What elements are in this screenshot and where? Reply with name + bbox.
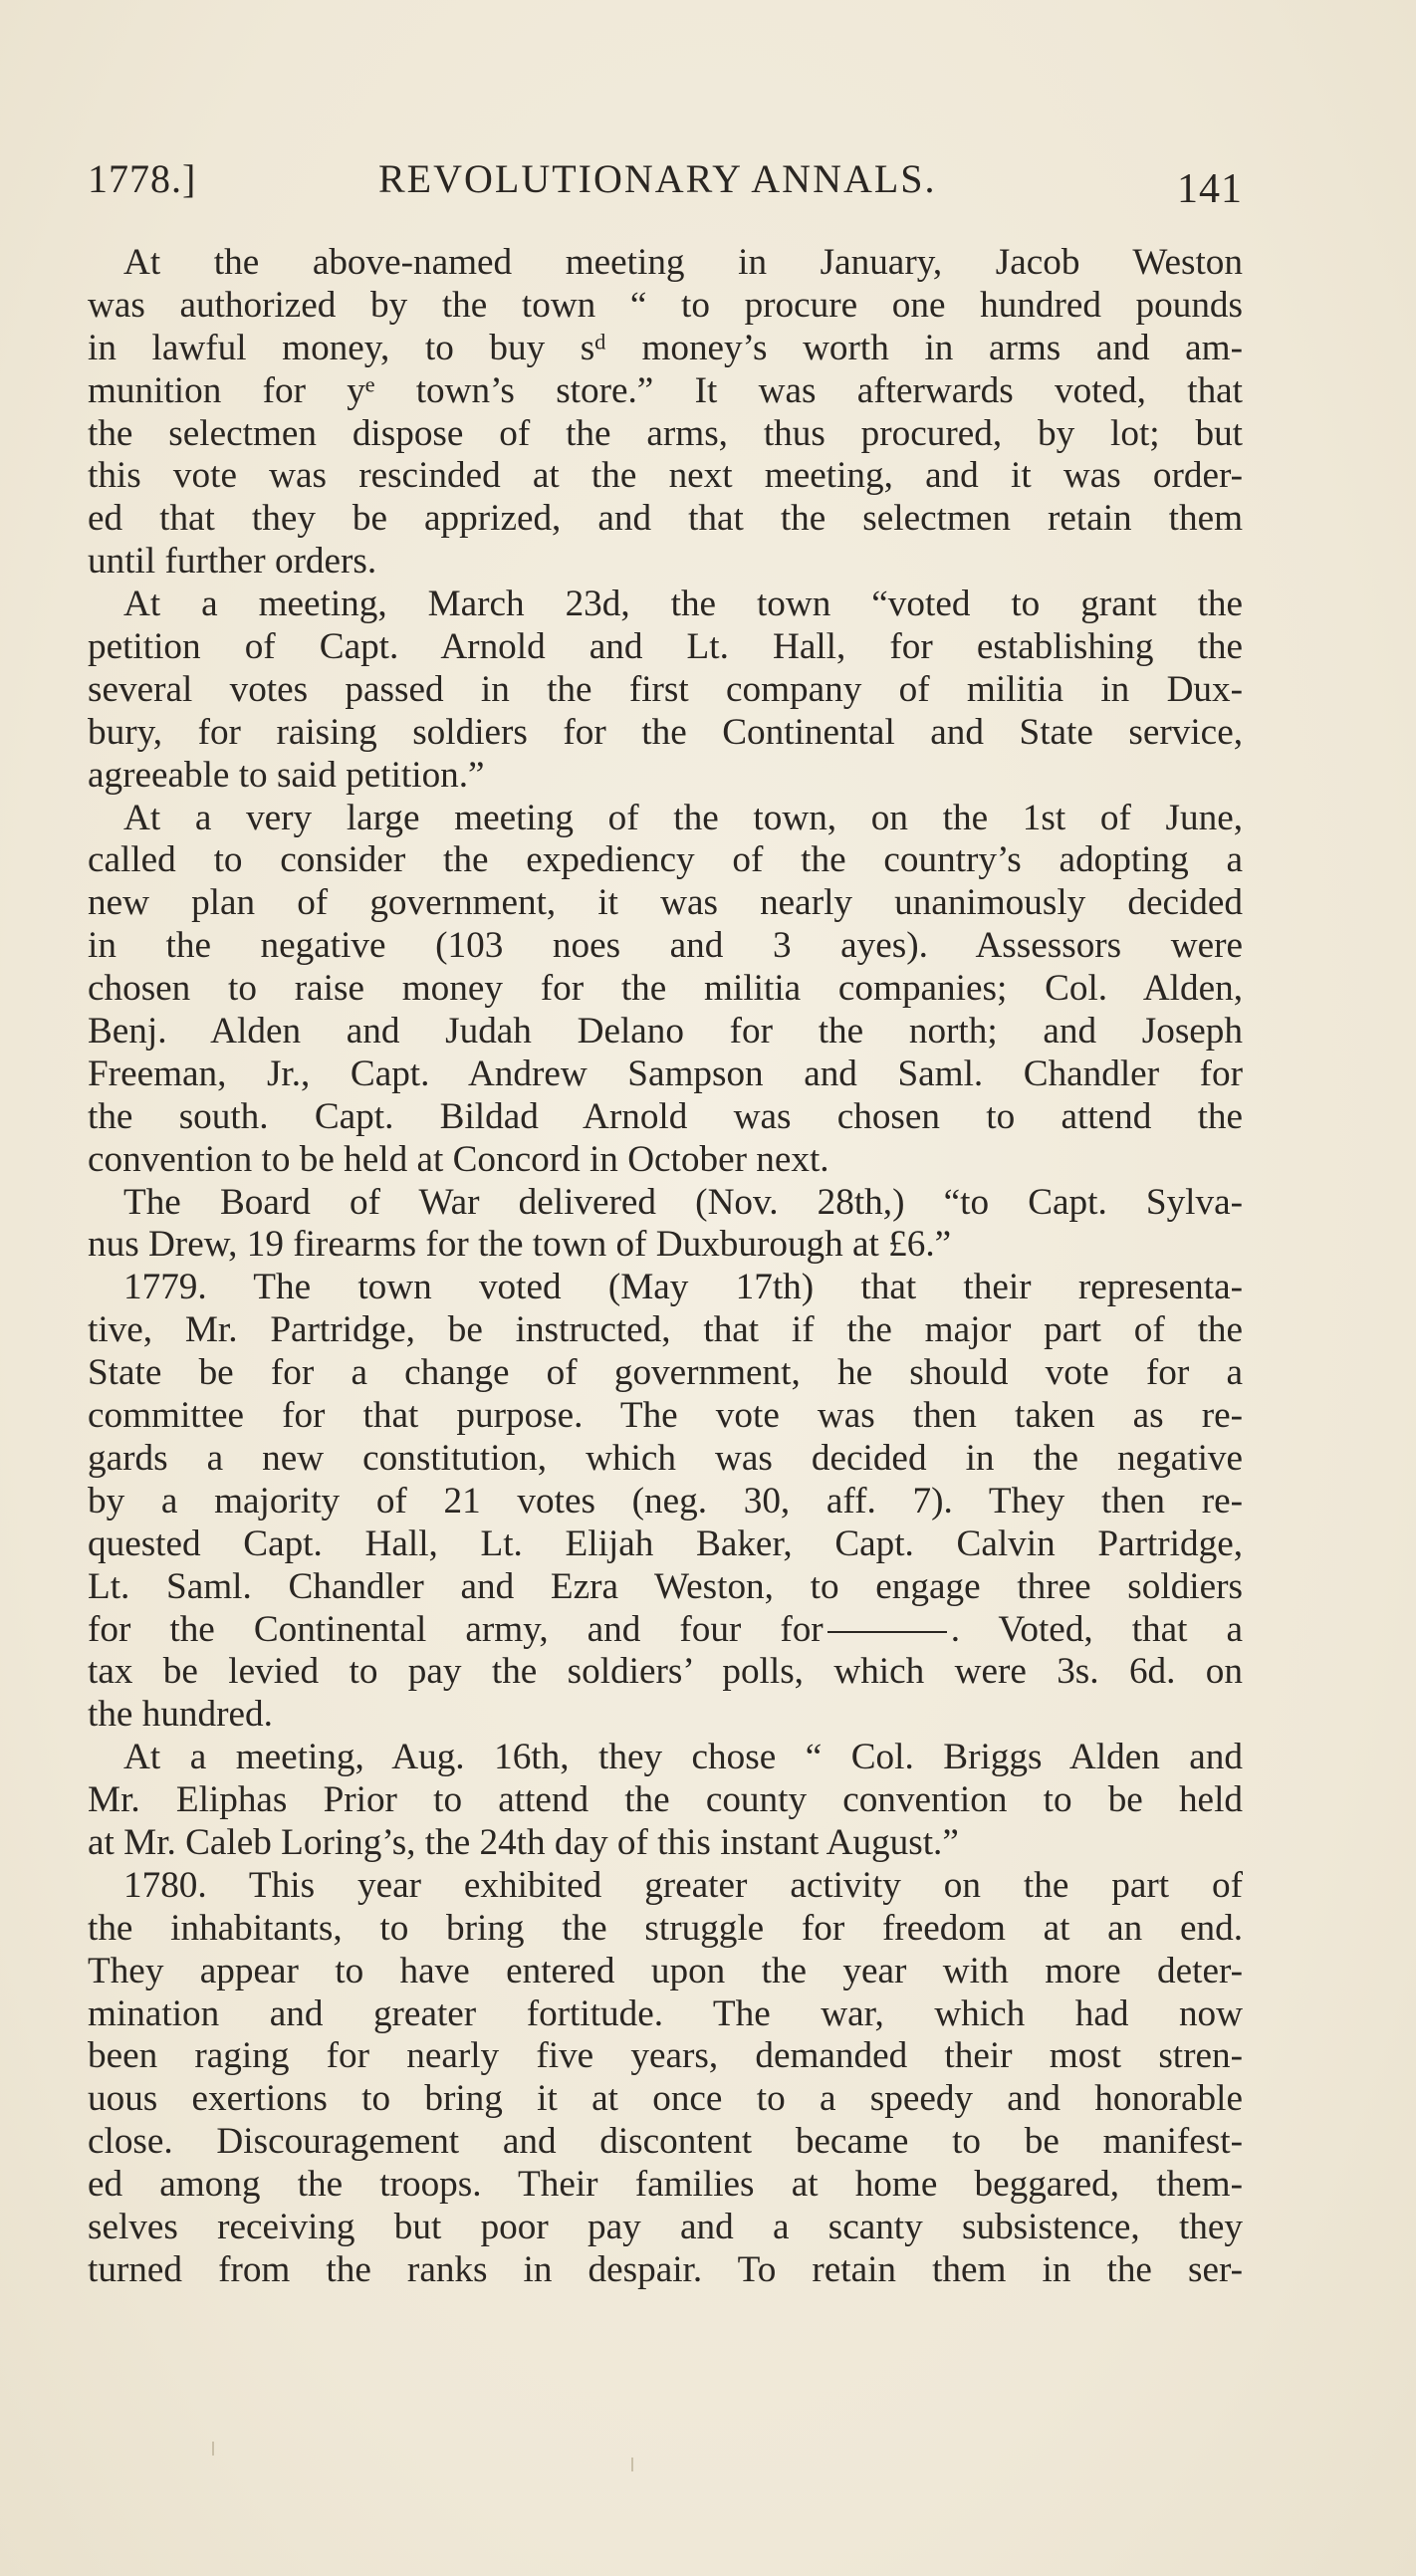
text-line: Mr. Eliphas Prior to attend the county convention to be held <box>88 1779 1243 1821</box>
text-line: At a very large meeting of the town, on the 1st of June, <box>123 797 1243 838</box>
text-line: uous exertions to bring it at once to a speedy and honorable <box>88 2078 1243 2120</box>
text-line: At the above-named meeting in January, Jacob Weston <box>123 242 1243 283</box>
text-line: at Mr. Caleb Loring’s, the 24th day of this instant August.” <box>88 1821 959 1863</box>
text-line: State be for a change of government, he should vote for a <box>88 1352 1243 1394</box>
text-line: the inhabitants, to bring the struggle for freedom at an end. <box>88 1907 1243 1949</box>
text-line: gards a new constitution, which was decided in the negative <box>88 1437 1243 1479</box>
text-line: was authorized by the town “ to procure one hundred pounds <box>88 284 1243 326</box>
text-line: At a meeting, March 23d, the town “voted to grant the <box>123 584 1243 625</box>
text-line-part: for the Continental army, and four for <box>88 1608 824 1650</box>
text-line: the south. Capt. Bildad Arnold was chosen to attend the <box>88 1095 1243 1137</box>
text-line: quested Capt. Hall, Lt. Elijah Baker, Capt. Calvin Partridge, <box>88 1522 1243 1564</box>
text-line: by a majority of 21 votes (neg. 30, aff. 7). They then re- <box>88 1480 1243 1522</box>
text-line <box>88 1609 1243 1652</box>
page-number: 141 <box>1177 166 1243 212</box>
text-line: turned from the ranks in despair. To retain them in the ser- <box>88 2248 1243 2290</box>
text-line: several votes passed in the first company of militia in Dux- <box>88 668 1243 710</box>
text-line: At a meeting, Aug. 16th, they chose “ Col. Briggs Alden and <box>123 1737 1243 1778</box>
text-line: in the negative (103 noes and 3 ayes). Assessors were <box>88 925 1243 967</box>
text-line: chosen to raise money for the militia companies; Col. Alden, <box>88 968 1243 1010</box>
blank-dash <box>827 1631 947 1633</box>
text-line: Lt. Saml. Chandler and Ezra Weston, to engage three soldiers <box>88 1565 1243 1607</box>
text-line-part: . Voted, that a <box>950 1608 1243 1650</box>
running-head-title: REVOLUTIONARY ANNALS. <box>378 156 937 201</box>
text-line: 1779. The town voted (May 17th) that their representa- <box>123 1267 1243 1308</box>
text-line: this vote was rescinded at the next meeting, and it was order- <box>88 455 1243 497</box>
text-line: mination and greater fortitude. The war, which had now <box>88 1992 1243 2034</box>
text-line: ed that they be apprized, and that the selectmen retain them <box>88 498 1243 540</box>
text-line: the selectmen dispose of the arms, thus procured, by lot; but <box>88 412 1243 454</box>
text-line: tive, Mr. Partridge, be instructed, that if the major part of the <box>88 1309 1243 1351</box>
text-line: tax be levied to pay the soldiers’ polls, which were 3s. 6d. on <box>88 1651 1243 1693</box>
text-line: bury, for raising soldiers for the Continental and State service, <box>88 711 1243 753</box>
paper-speck <box>212 2442 214 2456</box>
text-line: close. Discouragement and discontent became to be manifest- <box>88 2121 1243 2163</box>
text-line: selves receiving but poor pay and a scanty subsistence, they <box>88 2206 1243 2247</box>
text-line: the hundred. <box>88 1694 273 1736</box>
text-line: convention to be held at Concord in October next. <box>88 1138 829 1180</box>
text-line: The Board of War delivered (Nov. 28th,) “to Capt. Sylva- <box>123 1181 1243 1223</box>
text-line: new plan of government, it was nearly unanimously decided <box>88 882 1243 924</box>
text-line: They appear to have entered upon the year with more deter- <box>88 1950 1243 1991</box>
text-line: ed among the troops. Their families at home beggared, them- <box>88 2164 1243 2206</box>
text-line: committee for that purpose. The vote was then taken as re- <box>88 1395 1243 1437</box>
body-text <box>88 242 1243 2292</box>
text-line: 1780. This year exhibited greater activity on the part of <box>123 1864 1243 1906</box>
text-line: munition for yᵉ town’s store.” It was afterwards voted, that <box>88 369 1243 411</box>
text-line: petition of Capt. Arnold and Lt. Hall, for establishing the <box>88 626 1243 668</box>
running-head-year: 1778.] <box>88 156 197 201</box>
text-line: in lawful money, to buy sᵈ money’s worth in arms and am- <box>88 327 1243 368</box>
text-line: until further orders. <box>88 541 377 583</box>
paper-speck <box>631 2458 633 2471</box>
running-head <box>88 149 1243 212</box>
text-line: Freeman, Jr., Capt. Andrew Sampson and Saml. Chandler for <box>88 1053 1243 1094</box>
text-line: been raging for nearly five years, demanded their most stren- <box>88 2035 1243 2077</box>
text-line: agreeable to said petition.” <box>88 754 485 796</box>
text-line: nus Drew, 19 firearms for the town of Duxburough at £6.” <box>88 1224 952 1266</box>
text-line: Benj. Alden and Judah Delano for the north; and Joseph <box>88 1011 1243 1053</box>
text-line: called to consider the expediency of the country’s adopting a <box>88 839 1243 881</box>
